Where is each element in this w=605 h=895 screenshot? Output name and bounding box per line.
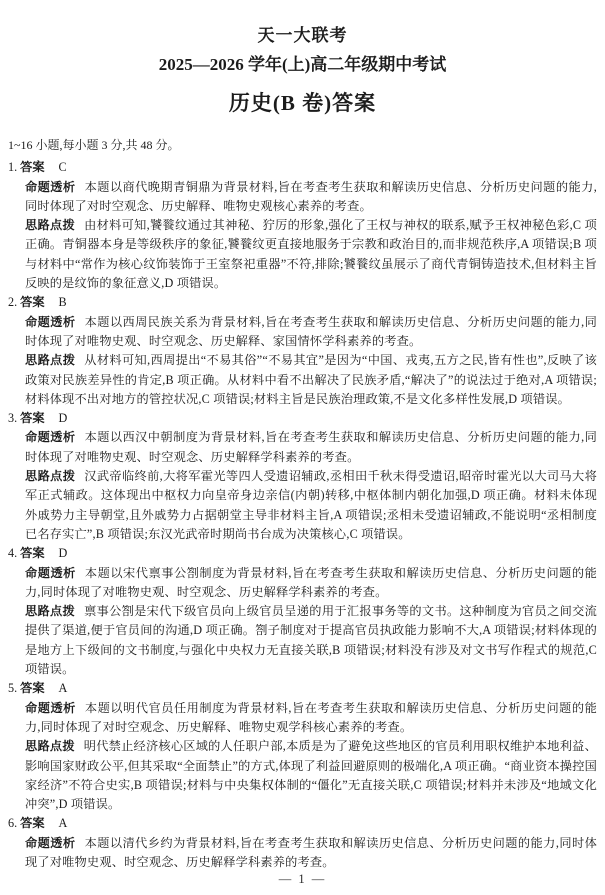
- analysis-paragraph: [25, 834, 597, 873]
- answer-line: [8, 544, 597, 563]
- answer-label: 答案: [20, 295, 45, 310]
- analysis-text: 本题以商代晚期青铜鼎为背景材料,旨在考查考生获取和解读历史信息、分析历史问题的能力,同时体现了对时空观念、历史解释、唯物史观核心素养的考查。: [25, 179, 597, 213]
- tips-label: 思路点拨: [25, 604, 76, 619]
- answer-letter: D: [58, 411, 68, 426]
- analysis-text: 本题以宋代禀事公劄制度为背景材料,旨在考查考生获取和解读历史信息、分析历史问题的能力,同时体现了对唯物史观、时空观念、历史解释学科素养的考查。: [25, 565, 597, 599]
- scoring-instructions: 1~16 小题,每小题 3 分,共 48 分。: [8, 138, 180, 152]
- question-number: 4.: [8, 546, 18, 561]
- analysis-text: 本题以清代乡约为背景材料,旨在考查考生获取和解读历史信息、分析历史问题的能力,同时体现了对唯物史观、时空观念、历史解释学科素养的考查。: [25, 835, 597, 869]
- question-block-5: [8, 679, 597, 814]
- tips-paragraph: [25, 737, 597, 814]
- analysis-paragraph: [25, 428, 597, 467]
- analysis-paragraph: [25, 564, 597, 603]
- analysis-label: 命题透析: [25, 565, 76, 580]
- answer-label: 答案: [20, 160, 45, 175]
- answer-line: [8, 158, 597, 177]
- answer-line: [8, 679, 597, 698]
- tips-paragraph: [25, 467, 597, 544]
- tips-text: 禀事公劄是宋代下级官员向上级官员呈递的用于汇报事务等的文书。这种制度为官员之间交流提供了渠道,便于官员间的沟通,D 项正确。劄子制度对于提高官员执政能力影响不大,A 项错误;材料体现的是地方上下级间的文书制度,与强化中央权力无直接关联,B 项错误;材料没有涉及对文书写作程式的规范,C 项错误。: [25, 604, 597, 677]
- answer-label: 答案: [20, 681, 45, 696]
- tips-paragraph: [25, 351, 597, 409]
- tips-label: 思路点拨: [25, 353, 76, 368]
- analysis-paragraph: [25, 178, 597, 217]
- question-number: 3.: [8, 411, 18, 426]
- exam-session: 2025—2026 学年(上)高二年级期中考试: [158, 55, 447, 74]
- answer-letter: B: [58, 295, 67, 310]
- answer-letter: C: [58, 160, 67, 175]
- page-number: — 1 —: [278, 872, 327, 886]
- answer-letter: A: [58, 816, 68, 831]
- analysis-label: 命题透析: [25, 430, 76, 445]
- answer-label: 答案: [20, 546, 45, 561]
- exam-organization: 天一大联考: [257, 26, 348, 45]
- question-block-1: [8, 158, 597, 293]
- tips-label: 思路点拨: [25, 739, 75, 754]
- question-block-2: [8, 293, 597, 409]
- question-block-3: [8, 409, 597, 544]
- answer-line: [8, 409, 597, 428]
- tips-label: 思路点拨: [25, 469, 76, 484]
- analysis-label: 命题透析: [25, 700, 76, 715]
- analysis-paragraph: [25, 313, 597, 352]
- answer-line: [8, 814, 597, 833]
- tips-paragraph: [25, 602, 597, 679]
- tips-paragraph: [25, 216, 597, 293]
- analysis-label: 命题透析: [25, 179, 76, 194]
- tips-text: 汉武帝临终前,大将军霍光等四人受遗诏辅政,丞相田千秋未得受遗诏,昭帝时霍光以大司马大将军正式辅政。这体现出中枢权力向皇帝身边亲信(内朝)转移,中枢体制内朝化加强,D 项正确。材料未体现外戚势力主导朝堂,且外戚势力占据朝堂主导非材料主旨,A 项错误;丞相未受遗诏辅政,不能说明“丞相制度已名存实亡”,B 项错误;东汉光武帝时期尚书台成为决策核心,C 项错误。: [25, 469, 597, 541]
- analysis-label: 命题透析: [25, 835, 76, 850]
- analysis-text: 本题以西汉中朝制度为背景材料,旨在考查考生获取和解读历史信息、分析历史问题的能力,同时体现了对唯物史观、时空观念、历史解释学科素养的考查。: [25, 430, 597, 464]
- tips-text: 明代禁止经济核心区域的人任职户部,本质是为了避免这些地区的官员利用职权维护本地利益、影响国家财政公平,但其采取“全面禁止”的方式,体现了利益回避原则的极端化,A 项正确。“商业资本操控国家经济”不符合史实,B 项错误;材料与中央集权体制的“僵化”无直接关联,C 项错误;材料并未涉及“地域文化冲突”,D 项错误。: [25, 739, 597, 812]
- answer-letter: A: [58, 681, 68, 696]
- analysis-label: 命题透析: [25, 314, 76, 329]
- analysis-text: 本题以明代官员任用制度为背景材料,旨在考查考生获取和解读历史信息、分析历史问题的能力,同时体现了对时空观念、历史解释、唯物史观学科核心素养的考查。: [25, 700, 597, 734]
- question-number: 2.: [8, 295, 18, 310]
- question-number: 6.: [8, 816, 18, 831]
- question-number: 5.: [8, 681, 18, 696]
- question-block-6: [8, 814, 597, 872]
- question-block-4: [8, 544, 597, 679]
- analysis-text: 本题以西周民族关系为背景材料,旨在考查考生获取和解读历史信息、分析历史问题的能力,同时体现了对唯物史观、时空观念、历史解释、家国情怀学科素养的考查。: [25, 314, 597, 348]
- paper-title: 历史(B 卷)答案: [228, 91, 377, 115]
- tips-text: 由材料可知,饕餮纹通过其神秘、狞厉的形象,强化了王权与神权的联系,赋予王权神秘色彩,C 项正确。青铜器本身是等级秩序的象征,饕餮纹更直接地服务于宗教和政治目的,而非规范秩序,A 项错误;B 项与材料中“常作为核心纹饰装饰于王室祭祀重器”不符,排除;饕餮纹虽展示了商代青铜铸造技术,但材料主旨反映的是纹饰的象征意义,D 项错误。: [25, 218, 597, 291]
- tips-label: 思路点拨: [25, 218, 76, 233]
- answer-label: 答案: [20, 411, 45, 426]
- analysis-paragraph: [25, 699, 597, 738]
- answer-label: 答案: [20, 816, 45, 831]
- question-number: 1.: [8, 160, 18, 175]
- answer-line: [8, 293, 597, 312]
- tips-text: 从材料可知,西周提出“不易其俗”“不易其宜”是因为“中国、戎夷,五方之民,皆有性也”,反映了该政策对民族差异性的肯定,B 项正确。从材料中看不出解决了民族矛盾,“解决了”的说法过于绝对,A 项错误;材料体现不出对地方的管控状况,C 项错误;材料主旨是民族治理政策,不是文化多样性发展,D 项错误。: [25, 353, 597, 406]
- answer-letter: D: [58, 546, 68, 561]
